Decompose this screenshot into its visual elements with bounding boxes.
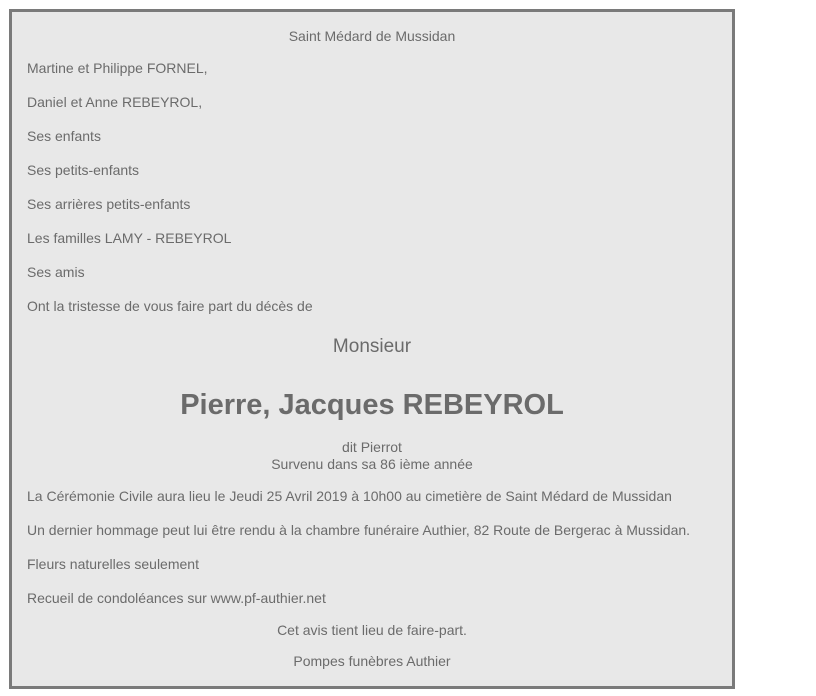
family-line-3: Ses enfants xyxy=(27,128,101,144)
family-line-1: Martine et Philippe FORNEL, xyxy=(27,60,208,76)
location-heading: Saint Médard de Mussidan xyxy=(288,28,456,44)
notice-footer: Cet avis tient lieu de faire-part. xyxy=(277,622,467,638)
family-line-7: Ses amis xyxy=(27,264,85,280)
funeral-home: Pompes funèbres Authier xyxy=(293,653,451,669)
ceremony-details: La Cérémonie Civile aura lieu le Jeudi 25 Avril 2019 à 10h00 au cimetière de Saint Médard de Mussidan xyxy=(27,488,672,504)
family-line-4: Ses petits-enfants xyxy=(27,162,140,178)
obituary-notice xyxy=(9,9,735,689)
honorific: Monsieur xyxy=(332,336,412,357)
family-line-6: Les familles LAMY - REBEYROL xyxy=(27,230,232,246)
deceased-name: Pierre, Jacques REBEYROL xyxy=(180,389,564,421)
tribute-details: Un dernier hommage peut lui être rendu à la chambre funéraire Authier, 82 Route de Bergerac à Mussidan. xyxy=(27,522,691,538)
family-line-5: Ses arrières petits-enfants xyxy=(27,196,191,212)
nickname: dit Pierrot xyxy=(342,439,402,455)
family-line-2: Daniel et Anne REBEYROL, xyxy=(27,94,203,110)
announcement-line: Ont la tristesse de vous faire part du décès de xyxy=(27,298,313,314)
condolences-link: Recueil de condoléances sur www.pf-authier.net xyxy=(27,590,326,606)
flowers-note: Fleurs naturelles seulement xyxy=(27,556,199,572)
age-line: Survenu dans sa 86 ième année xyxy=(271,456,473,472)
